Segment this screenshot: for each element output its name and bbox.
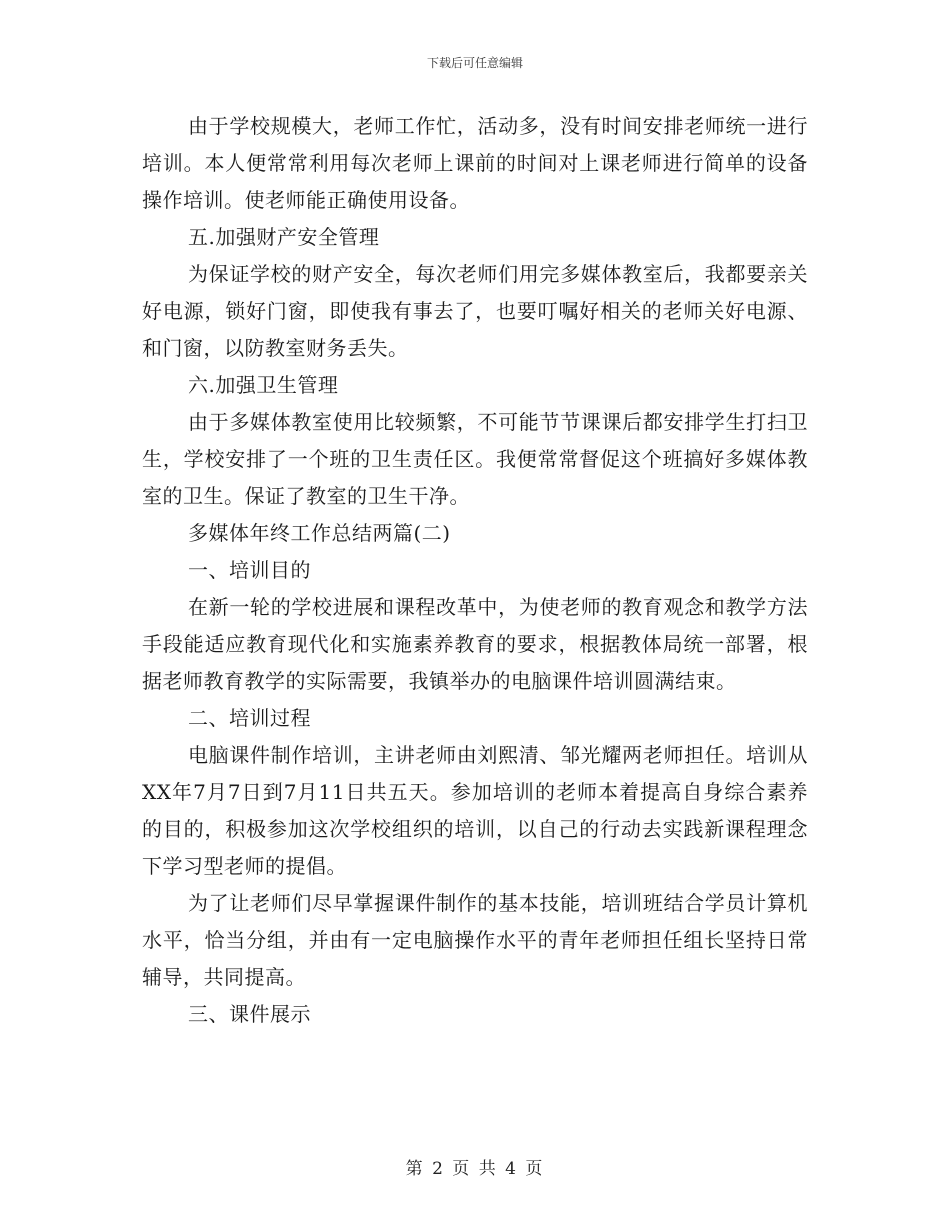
- document-subtitle: 多媒体年终工作总结两篇(二): [188, 521, 451, 545]
- section-heading: 三、课件展示: [188, 1002, 311, 1026]
- paragraph: 在新一轮的学校进展和课程改革中，为使老师的教育观念和教学方法手段能适应教育现代化和实施素养教育的要求，根据教体局统一部署，根据老师教育教学的实际需要，我镇举办的电脑课件培训圆满结束。: [142, 595, 808, 693]
- header-note: 下载后可任意编辑: [426, 56, 523, 70]
- section-heading: 六.加强卫生管理: [188, 373, 339, 397]
- paragraph: 由于学校规模大，老师工作忙，活动多，没有时间安排老师统一进行培训。本人便常常利用每次老师上课前的时间对上课老师进行简单的设备操作培训。使老师能正确使用设备。: [142, 114, 808, 212]
- paragraph: 由于多媒体教室使用比较频繁，不可能节节课课后都安排学生打扫卫生，学校安排了一个班的卫生责任区。我便常常督促这个班搞好多媒体教室的卫生。保证了教室的卫生干净。: [142, 410, 808, 508]
- section-heading: 二、培训过程: [188, 706, 311, 730]
- paragraph: 电脑课件制作培训，主讲老师由刘熙清、邹光耀两老师担任。培训从XX年7月7日到7月11日共五天。参加培训的老师本着提高自身综合素养的目的，积极参加这次学校组织的培训，以自己的行动去实践新课程理念下学习型老师的提倡。: [142, 743, 808, 878]
- section-heading: 五.加强财产安全管理: [188, 225, 380, 249]
- paragraph: 为保证学校的财产安全，每次老师们用完多媒体教室后，我都要亲关好电源，锁好门窗，即使我有事去了，也要叮嘱好相关的老师关好电源、和门窗，以防教室财务丢失。: [142, 262, 808, 360]
- document-body: [142, 108, 808, 1033]
- section-heading: 一、培训目的: [188, 558, 311, 582]
- page-footer: 第 2 页 共 4 页: [405, 1159, 545, 1179]
- paragraph: 为了让老师们尽早掌握课件制作的基本技能，培训班结合学员计算机水平，恰当分组，并由有一定电脑操作水平的青年老师担任组长坚持日常辅导，共同提高。: [142, 891, 808, 989]
